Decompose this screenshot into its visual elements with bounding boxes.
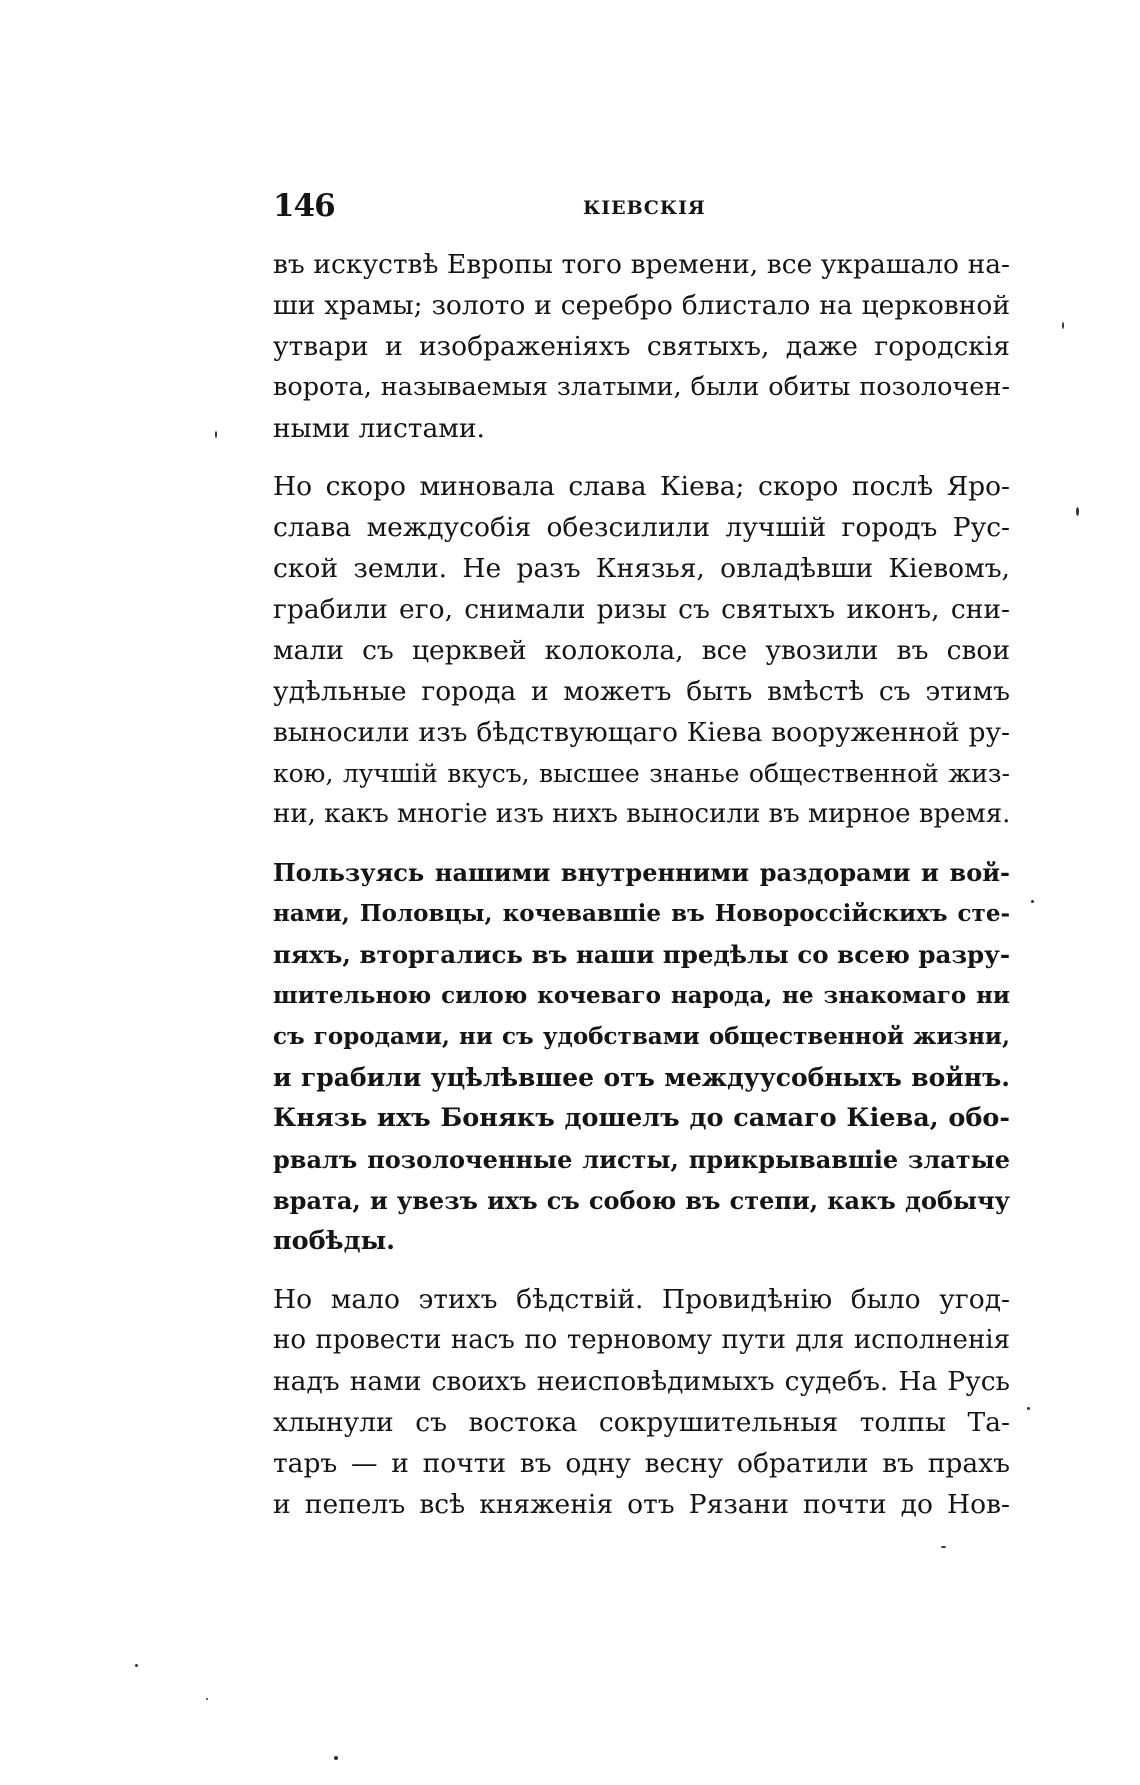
text-line: побѣды.: [273, 1226, 396, 1256]
dust-speck: [206, 1698, 208, 1700]
text-line: утвари и изображеніяхъ святыхъ, даже городскія: [273, 331, 1010, 362]
text-line: ши храмы; золото и серебро блистало на церковной: [273, 290, 1010, 321]
text-line: врата, и увезъ ихъ съ собою въ степи, какъ добычу: [273, 1186, 1010, 1215]
text-line: Князь ихъ Бонякъ дошелъ до самаго Кіева, обо-: [273, 1103, 1010, 1133]
dust-speck: [1062, 322, 1064, 329]
page-number: 146: [273, 188, 335, 224]
dust-speck: [1031, 900, 1034, 903]
text-line: въ искуствѣ Европы того времени, все украшало на-: [273, 249, 1010, 280]
text-line: мали съ церквей колокола, все увозили въ свои: [273, 635, 1010, 666]
dust-speck: [1027, 1407, 1030, 1410]
text-line: таръ — и почти въ одну весну обратили въ прахъ: [273, 1448, 1010, 1479]
text-line: нами, Половцы, кочевавшіе въ Новороссійскихъ сте-: [273, 900, 1010, 927]
text-line: и грабили уцѣлѣвшее отъ междуусобныхъ войнъ.: [273, 1063, 1010, 1092]
dust-speck: [215, 431, 217, 438]
text-line: хлынули съ востока сокрушительныя толпы Та-: [273, 1407, 1010, 1438]
dust-speck: [1076, 507, 1079, 516]
body-text: [273, 244, 1010, 1525]
text-line: и пепелъ всѣ княженія отъ Рязани почти до Нов-: [273, 1489, 1010, 1520]
dust-speck: [135, 1664, 138, 1667]
text-line: съ городами, ни съ удобствами общественной жизни,: [273, 1023, 1010, 1050]
paragraph-3: [273, 852, 1010, 1262]
text-line: но провести насъ по терновому пути для исполненія: [273, 1325, 1010, 1355]
text-line: Но мало этихъ бѣдствій. Провидѣнію было угод-: [273, 1284, 1010, 1315]
text-line: Пользуясь нашими внутренними раздорами и вой-: [273, 858, 1010, 887]
page-header: [273, 188, 1010, 228]
text-line: пяхъ, вторгались въ наши предѣлы со всею разру-: [273, 940, 1010, 969]
text-line: ными листами.: [273, 413, 485, 444]
text-line: грабили его, снимали ризы съ святыхъ иконъ, сни-: [273, 594, 1010, 625]
text-line: удѣльные города и можетъ быть вмѣстѣ съ этимъ: [273, 676, 1010, 707]
text-line: шительною силою кочеваго народа, не знакомаго ни: [273, 982, 1010, 1009]
text-line: кою, лучшій вкусъ, высшее знанье общественной жиз-: [273, 759, 1010, 788]
paragraph-4: [273, 1279, 1010, 1525]
text-line: ской земли. Не разъ Князья, овладѣвши Кіевомъ,: [273, 553, 1010, 584]
text-line: слава междусобія обезсилили лучшій городъ Рус-: [273, 512, 1010, 543]
text-line: надъ нами своихъ неисповѣдимыхъ судебъ. На Русь: [273, 1366, 1010, 1397]
text-line: ни, какъ многіе изъ нихъ выносили въ мирное время.: [273, 799, 1011, 829]
text-line: ворота, называемыя златыми, были обиты позолочен-: [273, 372, 1010, 402]
dust-speck: [334, 1756, 338, 1760]
paragraph-2: [273, 466, 1010, 835]
text-line: рвалъ позолоченные листы, прикрывавшіе златые: [273, 1145, 1010, 1174]
text-line: Но скоро миновала слава Кіева; скоро послѣ Яро-: [273, 471, 1010, 502]
running-head: КІЕВСКІЯ: [583, 197, 706, 219]
dust-speck: [941, 1546, 946, 1548]
paragraph-1: [273, 244, 1010, 449]
text-line: выносили изъ бѣдствующаго Кіева вооруженной ру-: [273, 717, 1010, 748]
